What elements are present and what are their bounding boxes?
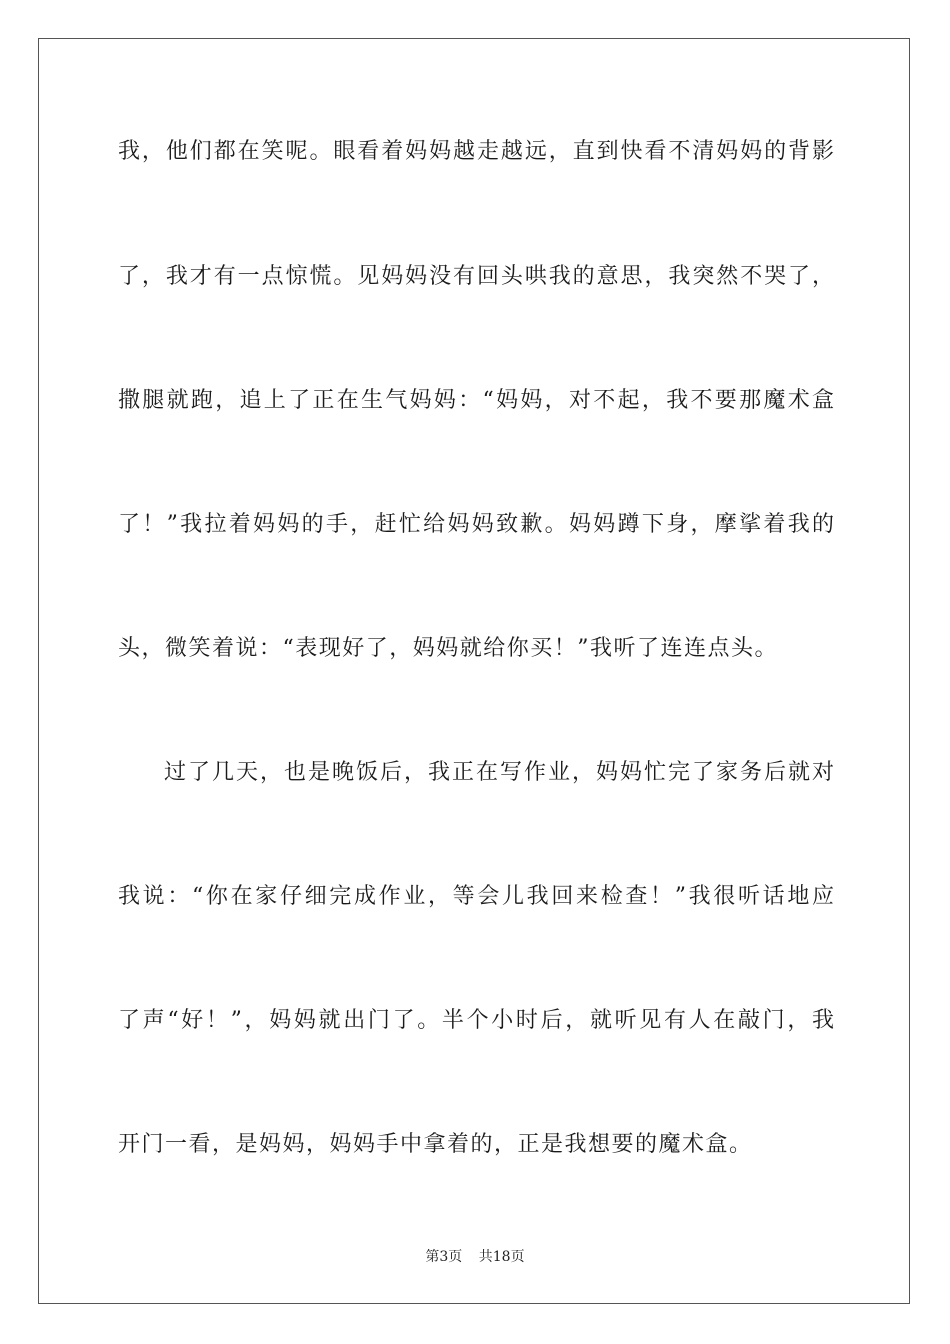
text-line-3: 撒腿就跑，追上了正在生气妈妈：“妈妈，对不起，我不要那魔术盒 [118,388,834,413]
page-total: 共18页 [478,1249,525,1265]
page-frame [38,38,910,1304]
text-line-2: 了，我才有一点惊慌。见妈妈没有回头哄我的意思，我突然不哭了， [118,264,834,289]
text-line-6: 过了几天，也是晚饭后，我正在写作业，妈妈忙完了家务后就对 [164,760,834,785]
text-line-1: 我，他们都在笑呢。眼看着妈妈越走越远，直到快看不清妈妈的背影 [118,139,834,164]
text-line-7: 我说：“你在家仔细完成作业，等会儿我回来检查！”我很听话地应 [118,884,834,909]
text-line-5: 头，微笑着说：“表现好了，妈妈就给你买！”我听了连连点头。 [118,636,778,661]
text-line-9: 开门一看，是妈妈，妈妈手中拿着的，正是我想要的魔术盒。 [118,1132,753,1157]
page-number: 第3页 [425,1249,463,1265]
page-footer [0,1248,950,1266]
text-line-8: 了声“好！”，妈妈就出门了。半个小时后，就听见有人在敲门，我 [118,1008,834,1033]
text-line-4: 了！”我拉着妈妈的手，赶忙给妈妈致歉。妈妈蹲下身，摩挲着我的 [118,512,834,537]
